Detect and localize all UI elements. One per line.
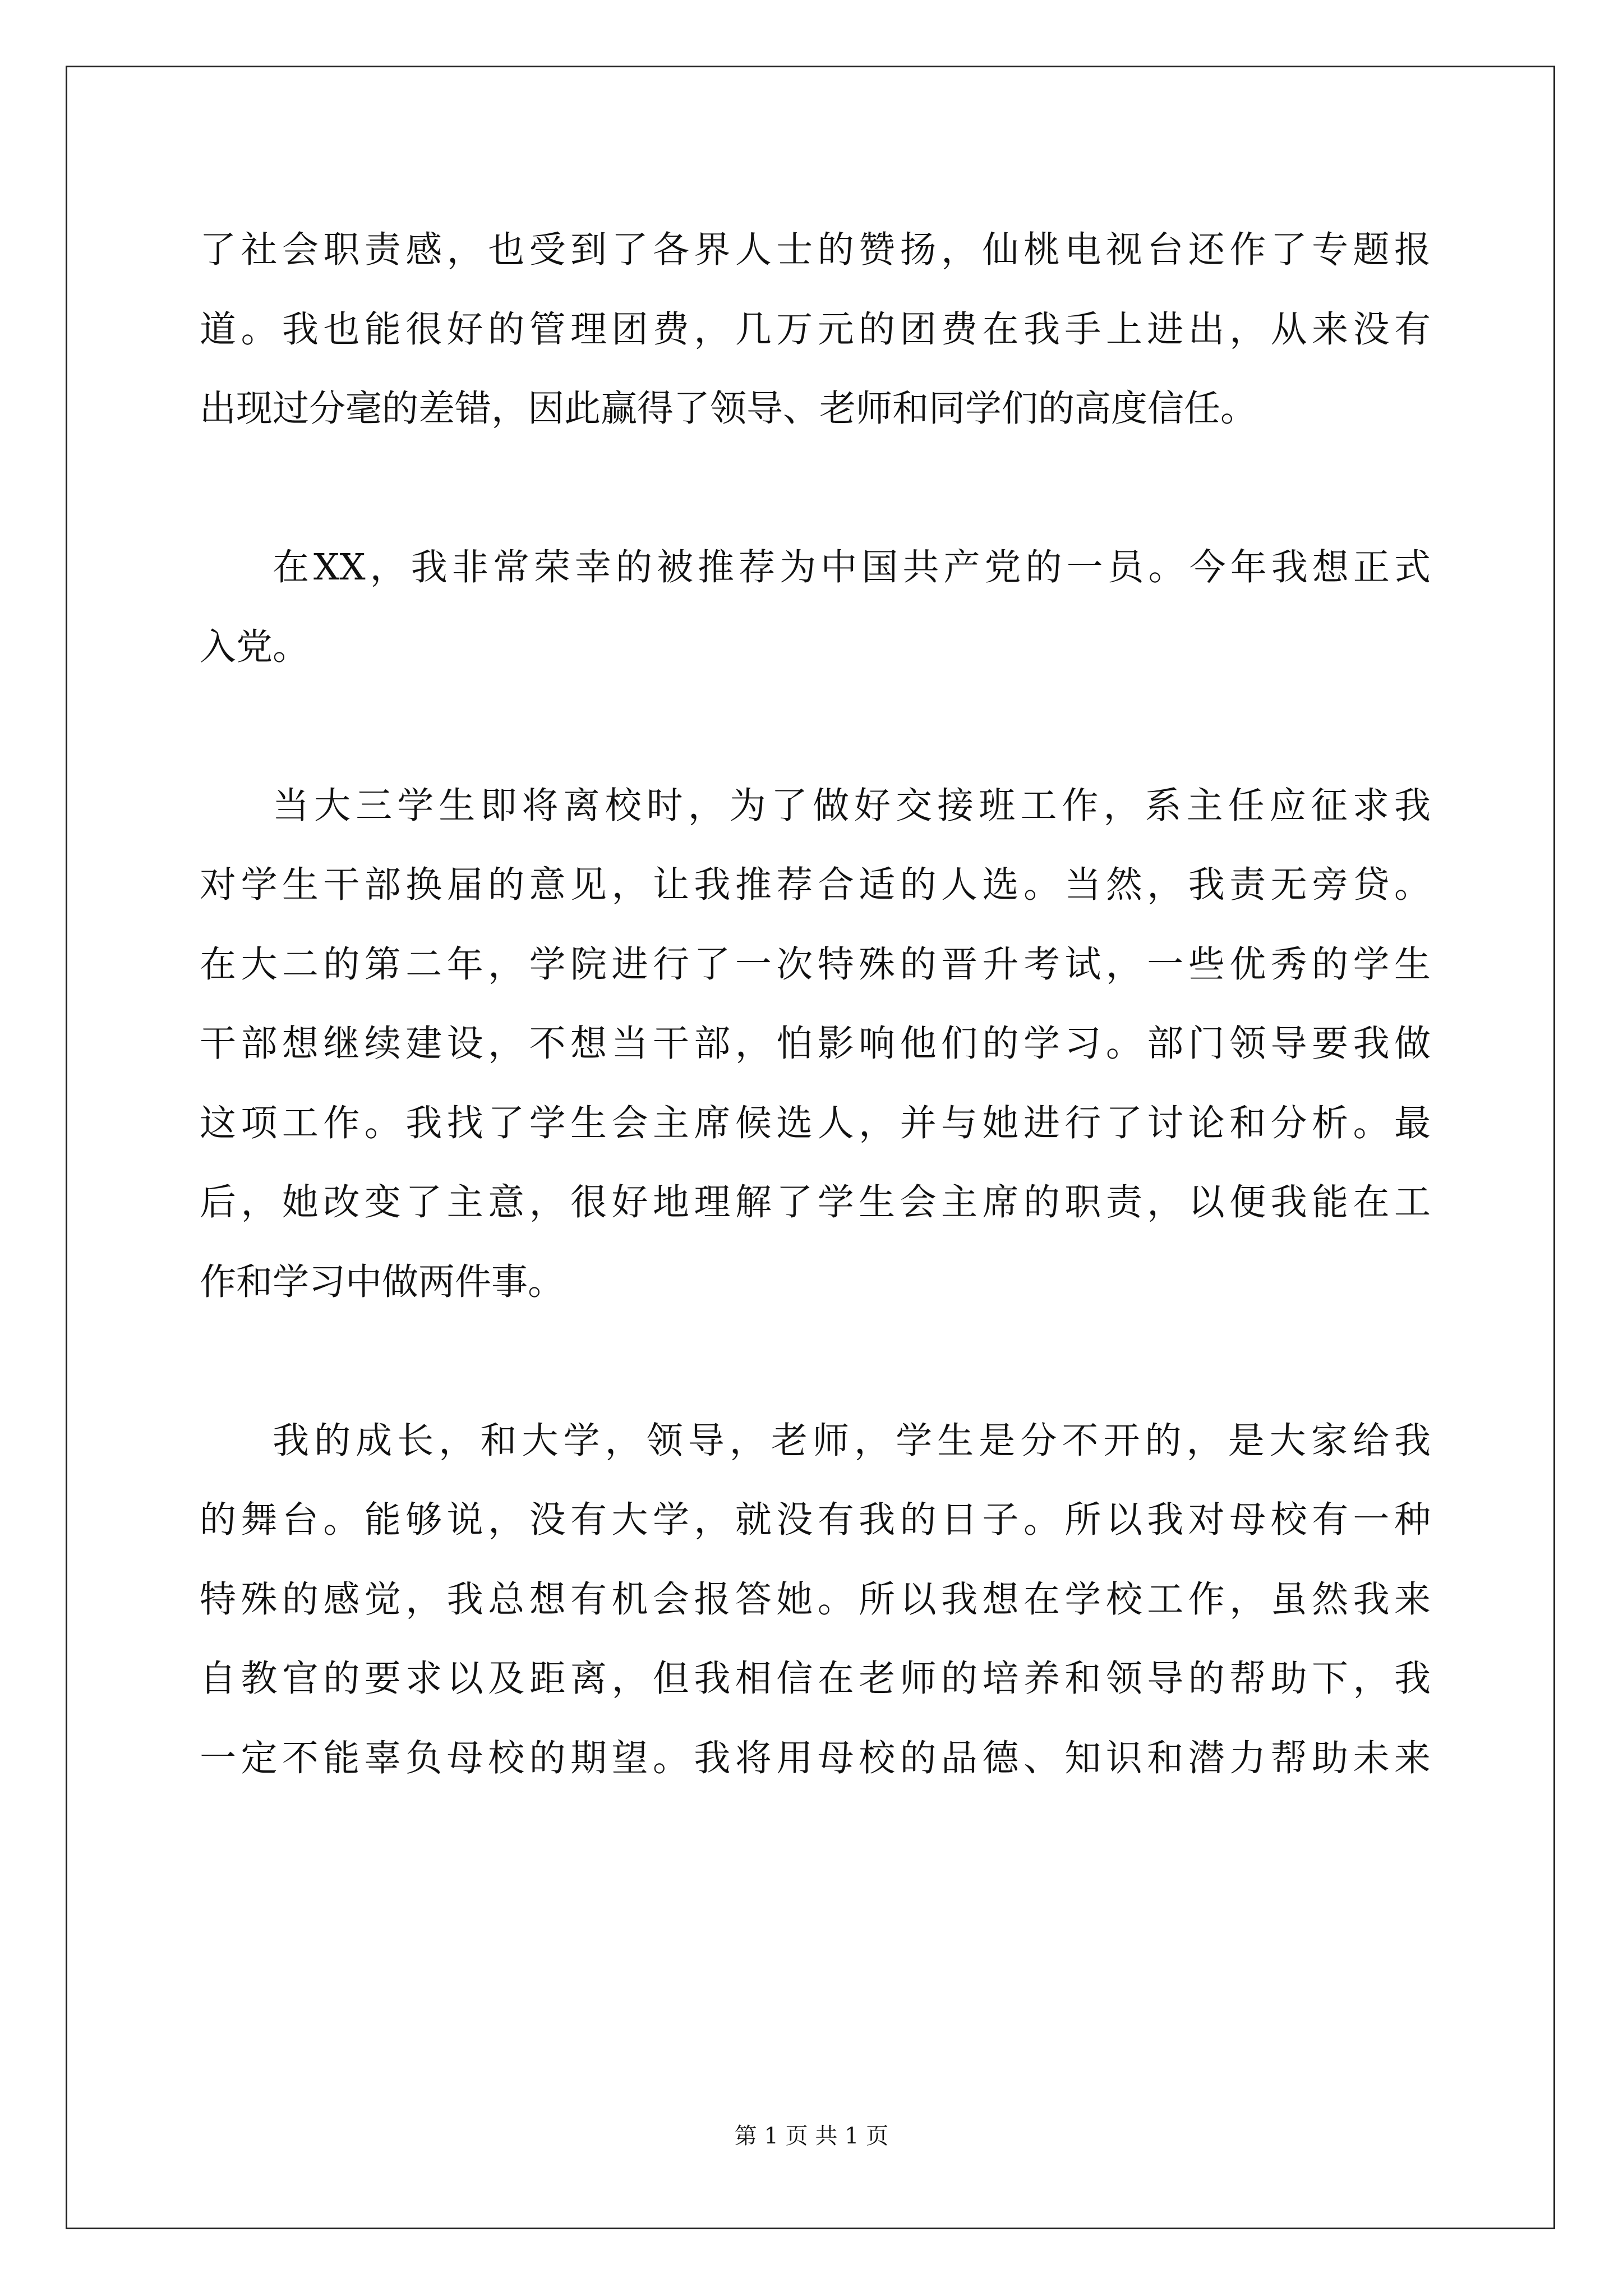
body-line: 了社会职责感，也受到了各界人士的赞扬，仙桃电视台还作了专题报 — [200, 229, 1431, 271]
body-line: 的舞台。能够说，没有大学，就没有我的日子。所以我对母校有一种 — [200, 1499, 1431, 1541]
body-line: 后，她改变了主意，很好地理解了学生会主席的职责，以便我能在工 — [200, 1181, 1431, 1223]
body-line: 出现过分毫的差错，因此赢得了领导、老师和同学们的高度信任。 — [200, 388, 1257, 430]
document-body — [200, 210, 1431, 1798]
body-line: 入党。 — [200, 625, 310, 668]
body-line: 当大三学生即将离校时，为了做好交接班工作，系主任应征求我 — [273, 784, 1431, 827]
body-line: 道。我也能很好的管理团费，几万元的团费在我手上进出，从来没有 — [200, 308, 1431, 351]
body-line: 在大二的第二年，学院进行了一次特殊的晋升考试，一些优秀的学生 — [200, 943, 1431, 986]
body-line: 作和学习中做两件事。 — [200, 1260, 565, 1303]
body-line: 一定不能辜负母校的期望。我将用母校的品德、知识和潜力帮助未来 — [200, 1737, 1431, 1779]
paragraph-gap — [200, 449, 1431, 528]
body-line: 自教官的要求以及距离，但我相信在老师的培养和领导的帮助下，我 — [200, 1658, 1431, 1700]
body-line: 在XX，我非常荣幸的被推荐为中国共产党的一员。今年我想正式 — [273, 546, 1431, 588]
body-line: 这项工作。我找了学生会主席候选人，并与她进行了讨论和分析。最 — [200, 1102, 1431, 1144]
body-line: 特殊的感觉，我总想有机会报答她。所以我想在学校工作，虽然我来 — [200, 1578, 1431, 1621]
paragraph-gap — [200, 1322, 1431, 1401]
body-line: 对学生干部换届的意见，让我推荐合适的人选。当然，我责无旁贷。 — [200, 864, 1431, 906]
body-line: 我的成长，和大学，领导，老师，学生是分不开的，是大家给我 — [273, 1419, 1431, 1462]
body-line: 干部想继续建设，不想当干部，怕影响他们的学习。部门领导要我做 — [200, 1023, 1431, 1065]
page-number-footer: 第 1 页 共 1 页 — [734, 2123, 889, 2149]
paragraph-gap — [200, 687, 1431, 766]
